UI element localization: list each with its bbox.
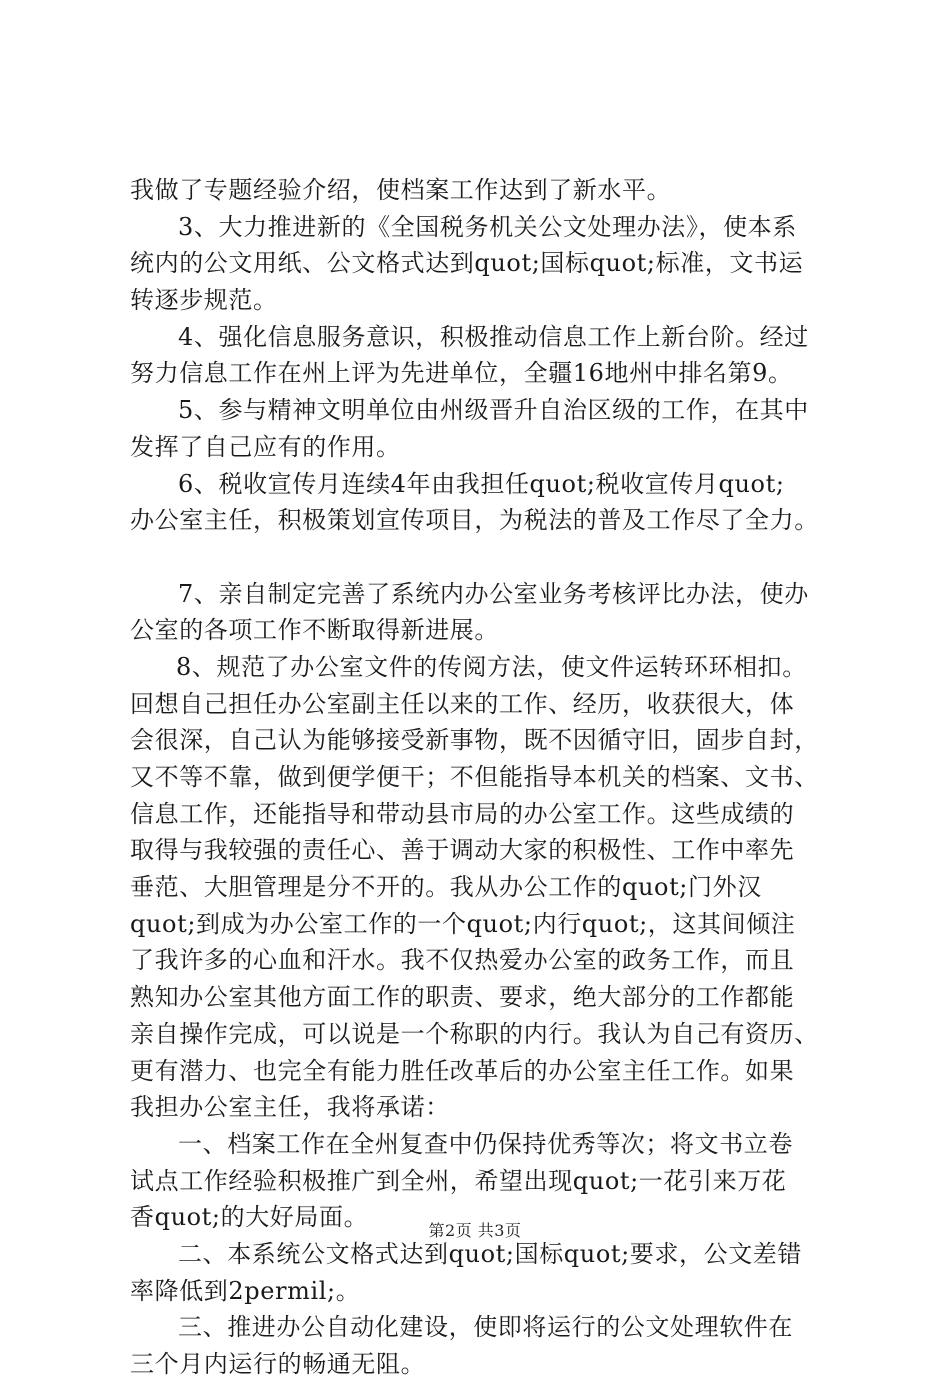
paragraph-line: 7、亲自制定完善了系统内办公室业务考核评比办法，使办 xyxy=(178,579,809,608)
paragraph-line: 3、大力推进新的《全国税务机关公文处理办法》，使本系 xyxy=(178,212,797,241)
paragraph-line: 发挥了自己应有的作用。 xyxy=(130,432,401,461)
paragraph-line: 信息工作，还能指导和带动县市局的办公室工作。这些成绩的 xyxy=(130,799,795,828)
paragraph-line: 率降低到2permil;。 xyxy=(130,1276,361,1305)
paragraph-line: 香quot;的大好局面。 xyxy=(130,1203,369,1232)
paragraph-line: 6、税收宣传月连续4年由我担任quot;税收宣传月quot; xyxy=(178,469,785,498)
paragraph-line: 三、推进办公自动化建设，使即将运行的公文处理软件在 xyxy=(178,1313,793,1342)
paragraph-line: 更有潜力、也完全有能力胜任改革后的办公室主任工作。如果 xyxy=(130,1056,795,1085)
paragraph-line: 公室的各项工作不断取得新进展。 xyxy=(130,616,499,645)
paragraph-line: 取得与我较强的责任心、善于调动大家的积极性、工作中率先 xyxy=(130,836,795,865)
paragraph-line: quot;到成为办公室工作的一个quot;内行quot;，这其间倾注 xyxy=(130,909,796,938)
paragraph-gap xyxy=(130,539,850,576)
paragraph-line: 8、规范了办公室文件的传阅方法，使文件运转环环相扣。 xyxy=(176,652,807,681)
paragraph-line: 二、本系统公文格式达到quot;国标quot;要求，公文差错 xyxy=(178,1239,802,1268)
document-body xyxy=(130,172,850,1383)
paragraph-line: 了我许多的心血和汗水。我不仅热爱办公室的政务工作，而且 xyxy=(130,946,795,975)
paragraph-line: 统内的公文用纸、公文格式达到quot;国标quot;标准，文书运 xyxy=(130,249,804,278)
paragraph-line: 5、参与精神文明单位由州级晋升自治区级的工作，在其中 xyxy=(178,396,809,425)
paragraph-line: 会很深，自己认为能够接受新事物，既不因循守旧，固步自封， xyxy=(130,726,819,755)
paragraph-line: 又不等不靠，做到便学便干；不但能指导本机关的档案、文书、 xyxy=(130,763,819,791)
page-footer: 第2页 共3页 xyxy=(428,1221,522,1240)
paragraph-line: 一、档案工作在全州复查中仍保持优秀等次；将文书立卷 xyxy=(178,1129,793,1158)
paragraph-line: 办公室主任，积极策划宣传项目，为税法的普及工作尽了全力。 xyxy=(130,506,819,535)
paragraph-line: 亲自操作完成，可以说是一个称职的内行。我认为自己有资历、 xyxy=(130,1019,819,1048)
paragraph-line: 熟知办公室其他方面工作的职责、要求，绝大部分的工作都能 xyxy=(130,983,795,1012)
paragraph-line: 转逐步规范。 xyxy=(130,286,278,315)
paragraph-line: 垂范、大胆管理是分不开的。我从办公工作的quot;门外汉 xyxy=(130,873,762,902)
paragraph-line: 回想自己担任办公室副主任以来的工作、经历，收获很大，体 xyxy=(130,689,795,718)
paragraph-line: 试点工作经验积极推广到全州，希望出现quot;一花引来万花 xyxy=(130,1166,787,1195)
paragraph-line: 4、强化信息服务意识，积极推动信息工作上新台阶。经过 xyxy=(178,322,809,351)
paragraph-line: 努力信息工作在州上评为先进单位，全疆16地州中排名第9。 xyxy=(130,359,793,388)
paragraph-line: 我担办公室主任，我将承诺： xyxy=(130,1093,450,1122)
paragraph-line: 我做了专题经验介绍，使档案工作达到了新水平。 xyxy=(130,176,672,204)
paragraph-line: 三个月内运行的畅通无阻。 xyxy=(130,1350,426,1378)
